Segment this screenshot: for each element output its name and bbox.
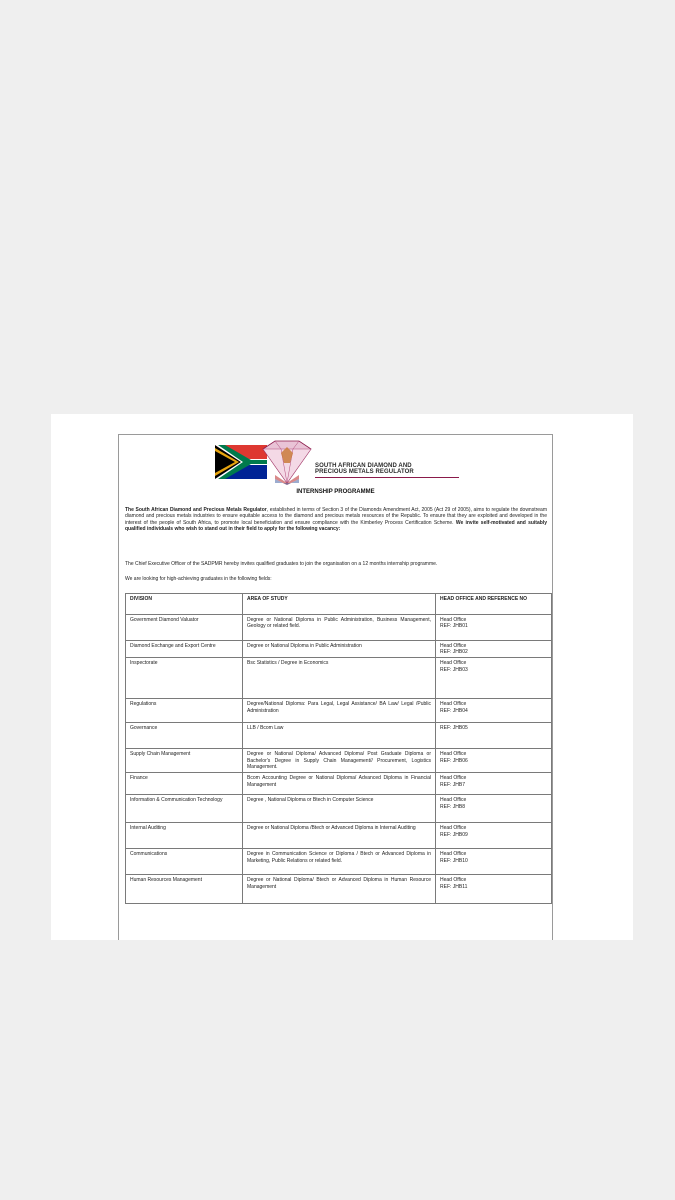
area-cell: Degree/National Diploma: Para Legal, Legal Assistance/ BA Law/ Legal /Public Administration (243, 699, 436, 723)
ref-cell: Head Office REF: JHB11 (436, 875, 552, 904)
division-cell: Internal Auditing (126, 823, 243, 849)
division-cell: Information & Communication Technology (126, 795, 243, 823)
table-row (126, 823, 552, 849)
table-row (126, 849, 552, 875)
table-row (126, 658, 552, 699)
area-cell: Degree or National Diploma /Btech or Advanced Diploma in Internal Auditing (243, 823, 436, 849)
division-header: DIVISION (126, 594, 243, 615)
division-cell: Communications (126, 849, 243, 875)
ref-cell: Head Office REF: JHB02 (436, 641, 552, 658)
area-cell: Bsc Statistics / Degree in Economics (243, 658, 436, 699)
ref-header: HEAD OFFICE AND REFERENCE NO (436, 594, 552, 615)
division-cell: Government Diamond Valuator (126, 615, 243, 641)
document-page (118, 434, 553, 940)
area-cell: Degree or National Diploma in Public Administration (243, 641, 436, 658)
ref-cell: Head Office REF: JHB09 (436, 823, 552, 849)
diamond-icon (263, 441, 311, 485)
document-card (51, 414, 633, 940)
ref-cell: Head Office REF: JHB06 (436, 749, 552, 773)
area-cell: Degree or National Diploma in Public Administration, Business Management, Geology or related field. (243, 615, 436, 641)
ceo-paragraph: The Chief Executive Officer of the SADPMR hereby invites qualified graduates to join the organisation on a 12 months internship programme. (125, 561, 438, 567)
area-cell: Degree , National Diploma or Btech in Computer Science (243, 795, 436, 823)
table-row (126, 615, 552, 641)
division-cell: Human Resources Management (126, 875, 243, 904)
area-header: AREA OF STUDY (243, 594, 436, 615)
document-title: INTERNSHIP PROGRAMME (296, 489, 375, 495)
ref-cell: Head Office REF: JHB01 (436, 615, 552, 641)
division-cell: Governance (126, 723, 243, 749)
ref-cell: Head Office REF: JHB7 (436, 773, 552, 795)
division-cell: Regulations (126, 699, 243, 723)
table-row (126, 773, 552, 795)
division-cell: Finance (126, 773, 243, 795)
table-row (126, 749, 552, 773)
ref-cell: Head Office REF: JHB04 (436, 699, 552, 723)
ref-cell: REF: JHB05 (436, 723, 552, 749)
table-row (126, 875, 552, 904)
sadpmr-logo-icon (215, 439, 465, 485)
south-africa-flag-icon (215, 445, 267, 479)
area-cell: LLB / Bcom Law (243, 723, 436, 749)
table-row (126, 723, 552, 749)
logo-divider (315, 477, 459, 478)
division-cell: Supply Chain Management (126, 749, 243, 773)
area-cell: Degree in Communication Science or Diploma / Btech or Advanced Diploma in Marketing, Public Relations or related field. (243, 849, 436, 875)
ref-cell: Head Office REF: JHB8 (436, 795, 552, 823)
looking-paragraph: We are looking for high-achieving graduates in the following fields: (125, 576, 272, 582)
area-cell: Degree or National Diploma/ Btech or Advanced Diploma in Human Resource Management (243, 875, 436, 904)
table-row (126, 699, 552, 723)
table-row (126, 795, 552, 823)
division-cell: Inspectorate (126, 658, 243, 699)
fields-table (125, 593, 552, 904)
ref-cell: Head Office REF: JHB10 (436, 849, 552, 875)
area-cell: Degree or National Diploma/ Advanced Diploma/ Post Graduate Diploma or Bachelor's Degree in Supply Chain Management// Procurement, Logistics Management. (243, 749, 436, 773)
ref-cell: Head Office REF: JHB03 (436, 658, 552, 699)
table-header-row (126, 594, 552, 615)
intro-paragraph: The South African Diamond and Precious Metals Regulator, established in terms of Section 3 of the Diamonds Amendment Act, 2005 (Act 29 of 2005), aims to regulate the downstream diamond and precious metals industries to ensure equitable access to the diamond and precious metals resources of the Republic. To ensure that they are exploited and developed in the interest of the people of South Africa, to promote local beneficiation and ensure compliance with the Kimberley Process Certification Scheme. We invite self-motivated and suitably qualified individuals who wish to stand out in their field to apply for the following vacancy: (125, 507, 547, 532)
division-cell: Diamond Exchange and Export Centre (126, 641, 243, 658)
org-name: SOUTH AFRICAN DIAMOND AND PRECIOUS METALS REGULATOR (315, 463, 414, 475)
area-cell: Bcom Accounting Degree or National Diploma/ Advanced Diploma in Financial Management (243, 773, 436, 795)
table-row (126, 641, 552, 658)
